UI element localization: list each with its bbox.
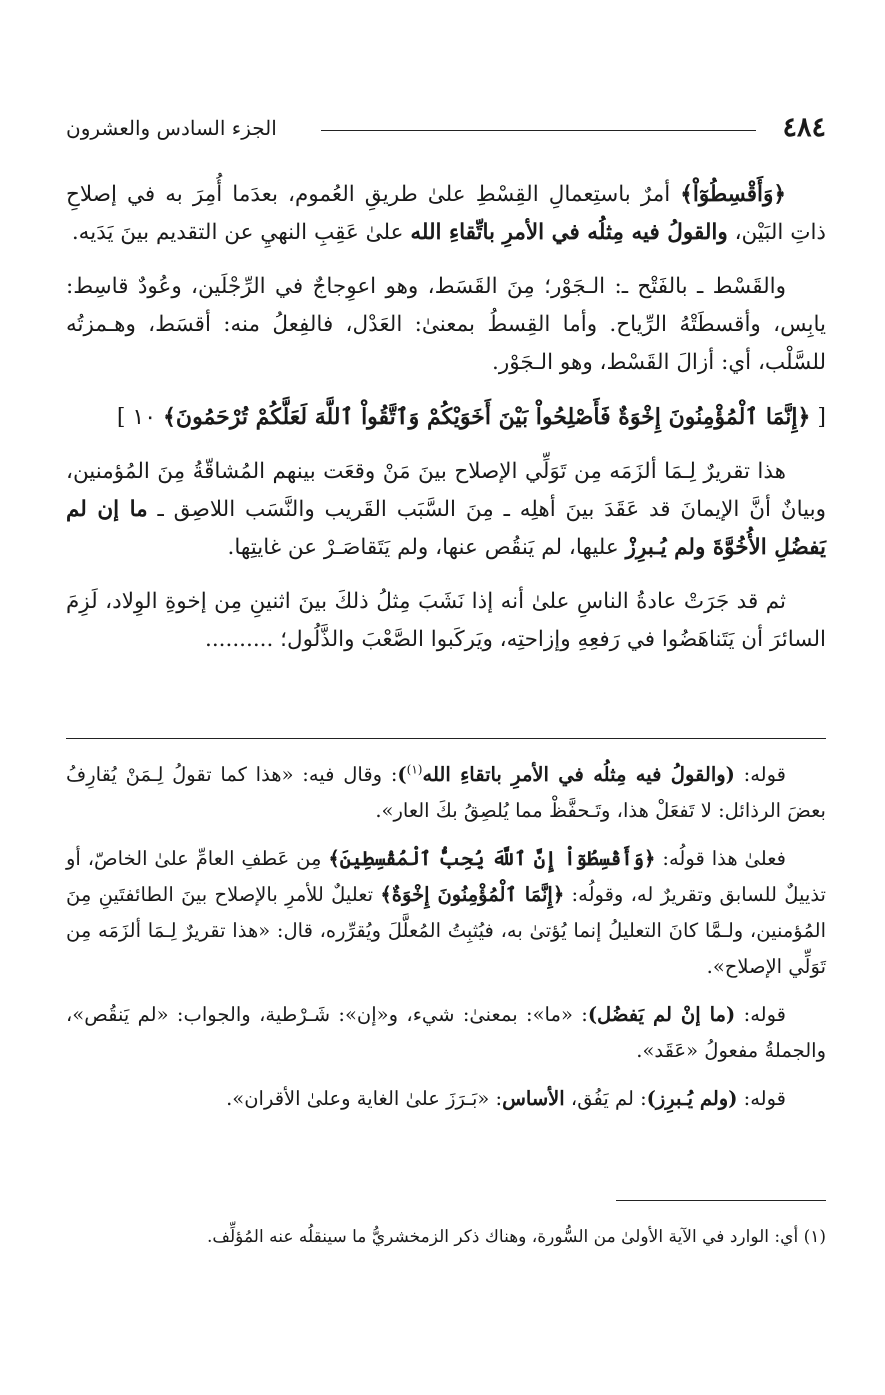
footnote-rule bbox=[616, 1200, 826, 1201]
commentary-paragraph-1 bbox=[66, 757, 826, 829]
footnote-marker[interactable]: (١) bbox=[406, 762, 423, 777]
verse-bracket-open: [ bbox=[817, 405, 826, 430]
emphasized-text: والقولُ فيه مِثلُه في الأمرِ باتِّقاءِ الله bbox=[410, 220, 728, 245]
verse-block bbox=[66, 398, 826, 437]
quoted-phrase: (والقولُ فيه مِثلُه في الأمرِ باتقاءِ الله bbox=[422, 763, 735, 786]
commentary-text: مِن عَطفِ العامِّ علىٰ الخاصّ، أو تذييلٌ للسابق وتقريرٌ له، وقولُه: bbox=[66, 847, 826, 906]
section-divider bbox=[66, 738, 826, 739]
commentary-lead: قوله: bbox=[735, 1003, 786, 1026]
paragraph-text: أمرٌ باستِعمالِ القِسْطِ علىٰ طريقِ العُموم، بعدَما أُمِرَ به في إصلاحِ ذاتِ البَيْن، bbox=[66, 182, 826, 245]
source-name: الأساس bbox=[502, 1087, 565, 1110]
commentary-lead: قوله: bbox=[737, 1087, 786, 1110]
paragraph-text: علىٰ عَقِبِ النهيِ عن التقديم بينَ يَدَيه. bbox=[71, 220, 411, 245]
verse-number: ١٠ ] bbox=[116, 405, 164, 430]
emphasized-text: ما إن لم يَفضُلِ الأُخُوَّةَ ولم يُـبرِزْ bbox=[66, 497, 826, 560]
paragraph-text: هذا تقريرٌ لِـمَا ألزَمَه مِن تَوَلِّي الإصلاح بينَ مَنْ وقعَت بينهم المُشاقّةُ مِنَ المُؤمنين، وبيانٌ أنَّ الإيمانَ قد عَقَدَ بينَ أهلِه ـ مِنَ السَّبَب القَريب والنَّسَب اللاصِق ـ bbox=[66, 459, 826, 522]
page-header bbox=[66, 110, 826, 146]
page-number: ٤٨٤ bbox=[782, 112, 826, 143]
commentary-text: : «ما»: بمعنىٰ: شيء، و«إن»: شَـرْطية، والجواب: «لم يَنقُص»، والجملةُ مفعولُ «عَقَد». bbox=[66, 1003, 826, 1062]
quoted-phrase: (ولم يُـبرِز) bbox=[646, 1087, 738, 1110]
commentary-paragraph-4 bbox=[66, 1081, 826, 1117]
commentary-text: : لم يَفُق، bbox=[564, 1087, 647, 1110]
quoted-phrase-close: ) bbox=[397, 763, 407, 786]
commentary-text: : وقال فيه: «هذا كما تقولُ لِـمَنْ يُقارِفُ بعضَ الرذائل: لا تَفعَلْ هذا، وتَـحفَّظْ مما يُلصِقُ بكَ العار». bbox=[66, 763, 826, 822]
running-title: الجزء السادس والعشرون bbox=[66, 116, 277, 140]
book-page bbox=[66, 0, 826, 1395]
quran-quote: ﴿وَأَقْسِطُوٓاْ﴾ bbox=[680, 182, 786, 207]
main-paragraph-3 bbox=[66, 453, 826, 567]
commentary-paragraph-3 bbox=[66, 997, 826, 1069]
commentary-text: : «بَـرَزَ علىٰ الغاية وعلىٰ الأقران». bbox=[226, 1087, 503, 1110]
main-text bbox=[66, 176, 826, 675]
commentary-lead: قوله: bbox=[734, 763, 786, 786]
main-paragraph-1 bbox=[66, 176, 826, 252]
commentary-paragraph-2 bbox=[66, 841, 826, 985]
paragraph-text: عليها، لم يَنقُص عنها، ولم يَتَقاصَـرْ عن غايتِها. bbox=[227, 535, 626, 560]
main-paragraph-2: والقَسْط ـ بالفَتْح ـ: الـجَوْر؛ مِنَ القَسَط، وهو اعوِجاجٌ في الرِّجْلَين، وعُودٌ قاسِط: يابِس، وأقسطَتْهُ الرِّياح. وأما القِسطُ بمعنىٰ: العَدْل، فالفِعلُ منه: أقسَط، وهـمزتُه للسَّلْب، أي: أزالَ القَسْط، وهو الـجَوْر. bbox=[66, 274, 826, 375]
main-paragraph-4: ثم قد جَرَتْ عادةُ الناسِ علىٰ أنه إذا نَشَبَ مِثلُ ذلكَ بينَ اثنينِ مِن إخوةِ الوِلاد، لَزِمَ السائرَ أن يَتَناهَضُوا في رَفعِهِ وإزاحتِه، ويَركَبوا الصَّعْبَ والذَّلُول؛ .......... bbox=[66, 589, 826, 652]
quoted-phrase: (ما إنْ لم يَفضُل) bbox=[587, 1003, 736, 1026]
commentary-section bbox=[66, 757, 826, 1129]
header-rule bbox=[321, 130, 756, 131]
commentary-lead: فعلىٰ هذا قولُه: bbox=[655, 847, 786, 870]
commentary-text: تعليلٌ للأمرِ بالإصلاح بينَ الطائفتَينِ مِنَ المُؤمنين، ولـمَّا كانَ التعليلُ إنما يُؤتىٰ به، فيُثبِتُ المُعلَّلَ ويُقرِّره، قال: «هذا تقريرٌ لِـمَا ألزَمَه مِن تَوَلِّي الإصلاح». bbox=[66, 883, 826, 978]
footnote-1: (١) أي: الوارد في الآية الأولىٰ من السُّورة، وهناك ذكر الزمخشريُّ ما سينقلُه عنه المُؤلِّف. bbox=[206, 1227, 826, 1247]
quran-verse: ﴿إِنَّمَا ٱلْمُؤْمِنُونَ إِخْوَةٌ فَأَصْلِحُواْ بَيْنَ أَخَوَيْكُمْ وَٱتَّقُواْ ٱللَّهَ لَعَلَّكُمْ تُرْحَمُونَ﴾ bbox=[163, 404, 811, 430]
quran-quote: ﴿إِنَّمَا ٱلْمُؤْمِنُونَ إِخْوَةٌ﴾ bbox=[380, 883, 565, 906]
footnotes bbox=[66, 1222, 826, 1252]
quran-quote: ﴿وَأَقْسِطُوٓاْ إِنَّ ٱللَّهَ يُحِبُّ ٱلْمُقْسِطِينَ﴾ bbox=[328, 847, 656, 870]
